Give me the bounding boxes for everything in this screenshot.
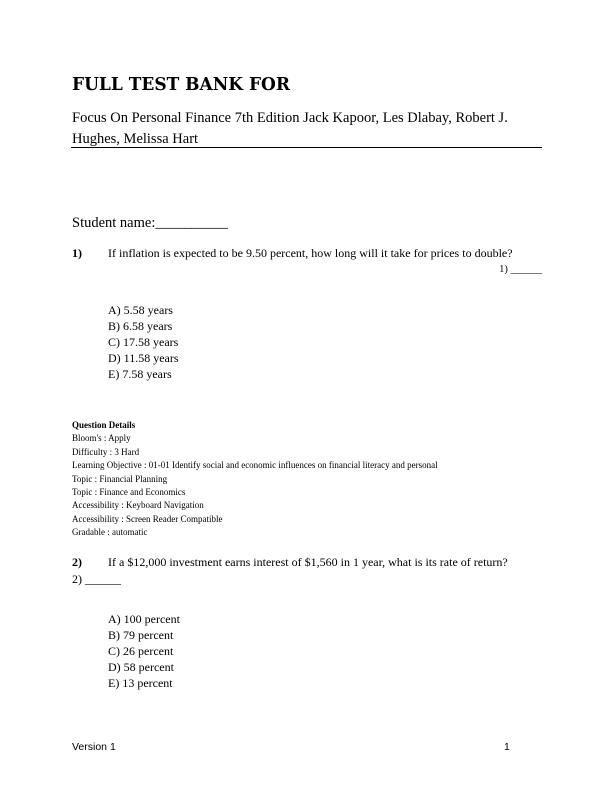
option-e: E) 13 percent bbox=[108, 676, 173, 690]
detail-line: Difficulty : 3 Hard bbox=[72, 446, 140, 457]
detail-line: Gradable : automatic bbox=[72, 527, 148, 538]
option-e: E) 7.58 years bbox=[108, 367, 172, 381]
answer-blank: 2) ______ bbox=[72, 572, 121, 586]
header-divider bbox=[71, 147, 542, 148]
detail-line: Bloom's : Apply bbox=[72, 433, 131, 444]
detail-line: Accessibility : Screen Reader Compatible bbox=[72, 513, 223, 524]
footer-version: Version 1 bbox=[72, 741, 116, 753]
document-title: FULL TEST BANK FOR bbox=[72, 74, 290, 96]
student-name-field: Student name:__________ bbox=[72, 215, 228, 231]
footer-page-number: 1 bbox=[504, 741, 510, 753]
option-c: C) 17.58 years bbox=[108, 335, 179, 349]
option-b: B) 79 percent bbox=[108, 628, 174, 642]
question-details bbox=[72, 419, 438, 540]
question-text: If a $12,000 investment earns interest of $1,560 in 1 year, what is its rate of return? bbox=[108, 555, 508, 569]
detail-line: Topic : Financial Planning bbox=[72, 473, 168, 484]
question-text: If inflation is expected to be 9.50 percent, how long will it take for prices to double? bbox=[108, 246, 513, 260]
question-number: 1) bbox=[72, 246, 82, 260]
detail-line: Topic : Finance and Economics bbox=[72, 487, 186, 498]
option-d: D) 58 percent bbox=[108, 660, 174, 674]
detail-line: Accessibility : Keyboard Navigation bbox=[72, 500, 204, 511]
document-subtitle: Focus On Personal Finance 7th Edition Jack Kapoor, Les Dlabay, Robert J. Hughes, Melissa Hart bbox=[72, 110, 508, 147]
option-a: A) 100 percent bbox=[108, 612, 180, 626]
detail-line: Learning Objective : 01-01 Identify social and economic influences on financial literacy and personal bbox=[72, 460, 438, 471]
option-a: A) 5.58 years bbox=[108, 303, 173, 317]
details-heading: Question Details bbox=[72, 420, 136, 430]
option-c: C) 26 percent bbox=[108, 644, 174, 658]
option-d: D) 11.58 years bbox=[108, 351, 179, 365]
answer-options bbox=[108, 302, 179, 382]
question-number: 2) bbox=[72, 555, 82, 569]
answer-blank: 1) ______ bbox=[499, 264, 542, 275]
option-b: B) 6.58 years bbox=[108, 319, 173, 333]
answer-options bbox=[108, 611, 180, 691]
